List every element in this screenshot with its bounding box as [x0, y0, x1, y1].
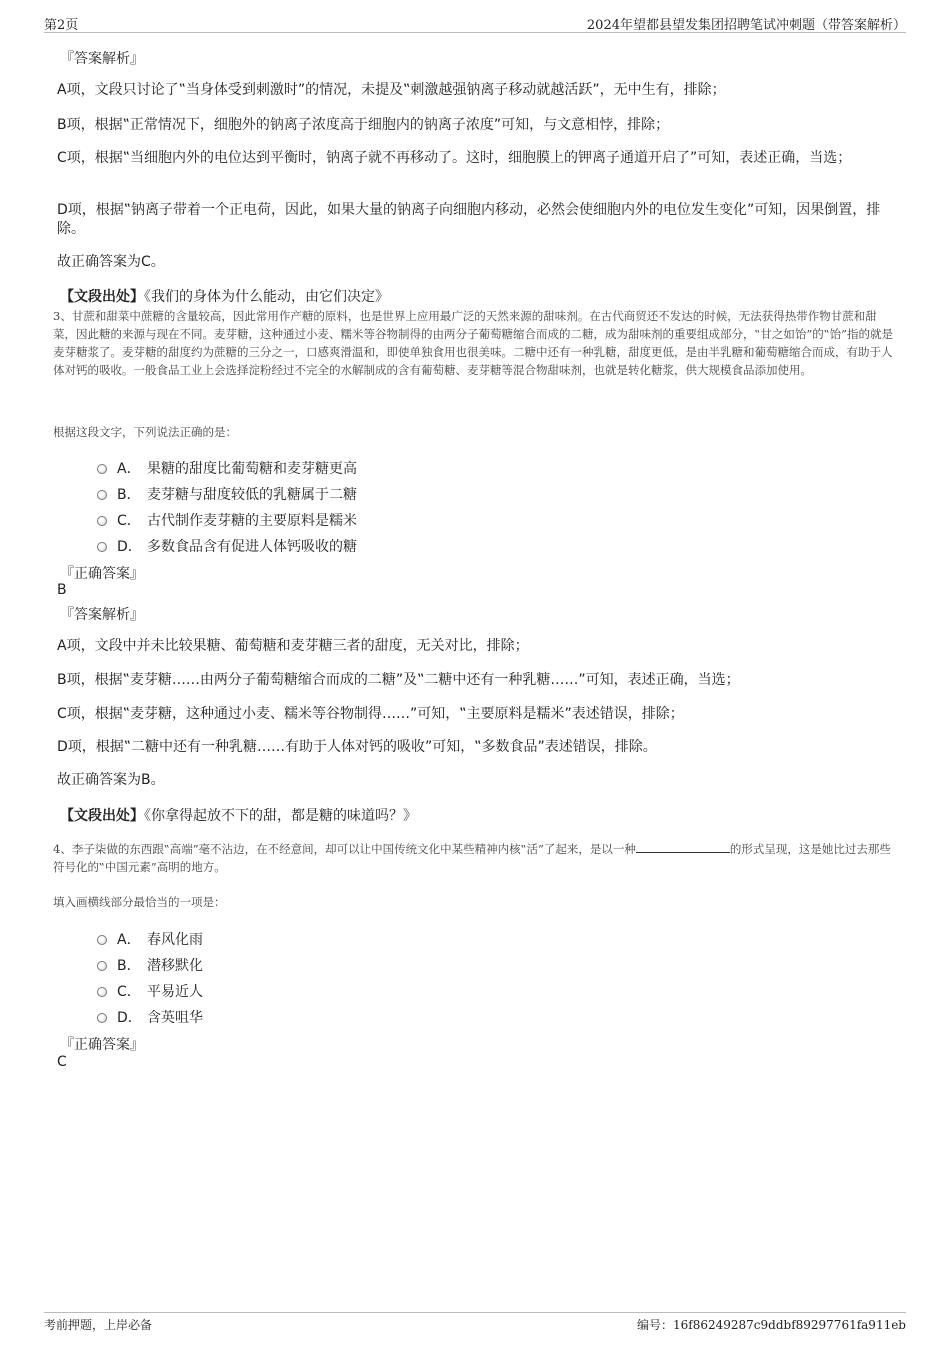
q4-passage-before: 4、李子柒做的东西跟‟高端”毫不沾边，在不经意间，却可以让中国传统文化中某些精神内核‟活”了起来，是以一种	[53, 842, 636, 856]
source-title: 《我们的身体为什么能动，由它们决定》	[144, 289, 389, 305]
q3-analysis-b: B项，根据‟麦芽糖……由两分子葡萄糖缩合而成的二糖”及‟二糖中还有一种乳糖……”可知，表述正确，当选；	[57, 672, 740, 688]
option-text: 多数食品含有促进人体钙吸收的糖	[147, 539, 357, 555]
q2-analysis-c: C项，根据‟当细胞内外的电位达到平衡时，钠离子就不再移动了。这时，细胞膜上的钾离子通道开启了”可知，表述正确，当选；	[57, 150, 852, 166]
q2-source	[60, 286, 389, 306]
radio-icon[interactable]	[97, 542, 107, 552]
option-text: 平易近人	[147, 984, 203, 1000]
q3-analysis-a: A项，文段中并未比较果糖、葡萄糖和麦芽糖三者的甜度，无关对比，排除；	[57, 638, 529, 654]
option-text: 果糖的甜度比葡萄糖和麦芽糖更高	[147, 461, 357, 477]
q4-option-b[interactable]	[97, 955, 203, 975]
option-text: 潜移默化	[147, 958, 203, 974]
q3-passage: 3、甘蔗和甜菜中蔗糖的含量较高，因此常用作产糖的原料，也是世界上应用最广泛的天然来源的甜味剂。在古代商贸还不发达的时候，无法获得热带作物甘蔗和甜菜，因此糖的来源与现在不同。麦芽糖，这种通过小麦、糯米等谷物制得的由两分子葡萄糖缩合而成的二糖，成为甜味剂的重要组成部分，‟甘之如饴”的‟饴”指的就是麦芽糖浆了。麦芽糖的甜度约为蔗糖的三分之一，口感爽滑温和，即使单独食用也很美味。二糖中还有一种乳糖，甜度更低，是由半乳糖和葡萄糖缩合而成，有助于人体对钙的吸收。一般食品工业上会选择淀粉经过不完全的水解制成的含有葡萄糖、麦芽糖等混合物甜味剂，也就是转化糖浆，供大规模食品添加使用。	[53, 309, 894, 377]
page-footer	[44, 1312, 906, 1332]
radio-icon[interactable]	[97, 1013, 107, 1023]
q3-analysis-heading: 『答案解析』	[60, 607, 144, 623]
page-header	[44, 14, 906, 33]
q3-source	[60, 805, 417, 825]
q2-analysis-d: D项，根据‟钠离子带着一个正电荷，因此，如果大量的钠离子向细胞内移动，必然会使细胞内外的电位发生变化”可知，因果倒置，排除。	[57, 202, 881, 237]
q2-analysis-b: B项，根据‟正常情况下，细胞外的钠离子浓度高于细胞内的钠离子浓度”可知，与文意相悖，排除；	[57, 117, 670, 133]
q2-analysis-heading: 『答案解析』	[60, 51, 144, 67]
q3-answer: B	[57, 582, 67, 598]
radio-icon[interactable]	[97, 961, 107, 971]
option-letter: D．	[117, 1010, 142, 1026]
source-label: 【文段出处】	[60, 808, 144, 824]
q4-answer-heading: 『正确答案』	[60, 1037, 144, 1053]
q3-option-a[interactable]	[97, 458, 357, 478]
q4-option-c[interactable]	[97, 981, 203, 1001]
option-letter: D．	[117, 539, 142, 555]
option-letter: A．	[117, 932, 141, 948]
option-letter: C．	[117, 513, 141, 529]
q3-analysis-d: D项，根据‟二糖中还有一种乳糖……有助于人体对钙的吸收”可知，‟多数食品”表述错误，排除。	[57, 739, 657, 755]
source-title: 《你拿得起放不下的甜，都是糖的味道吗？》	[144, 808, 417, 824]
option-text: 含英咀华	[147, 1010, 203, 1026]
q3-option-c[interactable]	[97, 510, 357, 530]
document-title: 2024年望都县望发集团招聘笔试冲刺题（带答案解析）	[586, 18, 906, 33]
q4-answer: C	[57, 1054, 67, 1070]
q4-prompt: 填入画横线部分最恰当的一项是：	[53, 895, 226, 909]
radio-icon[interactable]	[97, 935, 107, 945]
option-letter: A．	[117, 461, 141, 477]
option-text: 春风化雨	[147, 932, 203, 948]
page-number: 第2页	[44, 18, 79, 33]
radio-icon[interactable]	[97, 987, 107, 997]
q3-prompt: 根据这段文字，下列说法正确的是：	[53, 425, 237, 439]
q3-option-b[interactable]	[97, 484, 357, 504]
option-letter: B．	[117, 958, 141, 974]
footer-slogan: 考前押题，上岸必备	[44, 1318, 153, 1332]
option-text: 麦芽糖与甜度较低的乳糖属于二糖	[147, 487, 357, 503]
radio-icon[interactable]	[97, 516, 107, 526]
q2-conclusion: 故正确答案为C。	[57, 254, 165, 270]
radio-icon[interactable]	[97, 490, 107, 500]
q4-passage-after: 的形式呈现，这是她比过去那些符号化的‟中国元素”高明的地方。	[53, 842, 891, 874]
option-letter: C．	[117, 984, 141, 1000]
fill-in-blank	[636, 841, 730, 853]
q3-analysis-c: C项，根据‟麦芽糖，这种通过小麦、糯米等谷物制得……”可知，‟主要原料是糯米”表述错误，排除；	[57, 706, 684, 722]
q4-passage	[53, 840, 898, 876]
q4-option-a[interactable]	[97, 929, 203, 949]
radio-icon[interactable]	[97, 464, 107, 474]
q3-conclusion: 故正确答案为B。	[57, 772, 165, 788]
option-text: 古代制作麦芽糖的主要原料是糯米	[147, 513, 357, 529]
source-label: 【文段出处】	[60, 289, 144, 305]
q3-answer-heading: 『正确答案』	[60, 566, 144, 582]
option-letter: B．	[117, 487, 141, 503]
document-id: 编号：16f86249287c9ddbf89297761fa911eb	[637, 1318, 906, 1332]
q2-analysis-a: A项，文段只讨论了‟当身体受到刺激时”的情况，未提及‟刺激越强钠离子移动就越活跃”，无中生有，排除；	[57, 82, 726, 98]
q4-option-d[interactable]	[97, 1007, 203, 1027]
q3-option-d[interactable]	[97, 536, 357, 556]
